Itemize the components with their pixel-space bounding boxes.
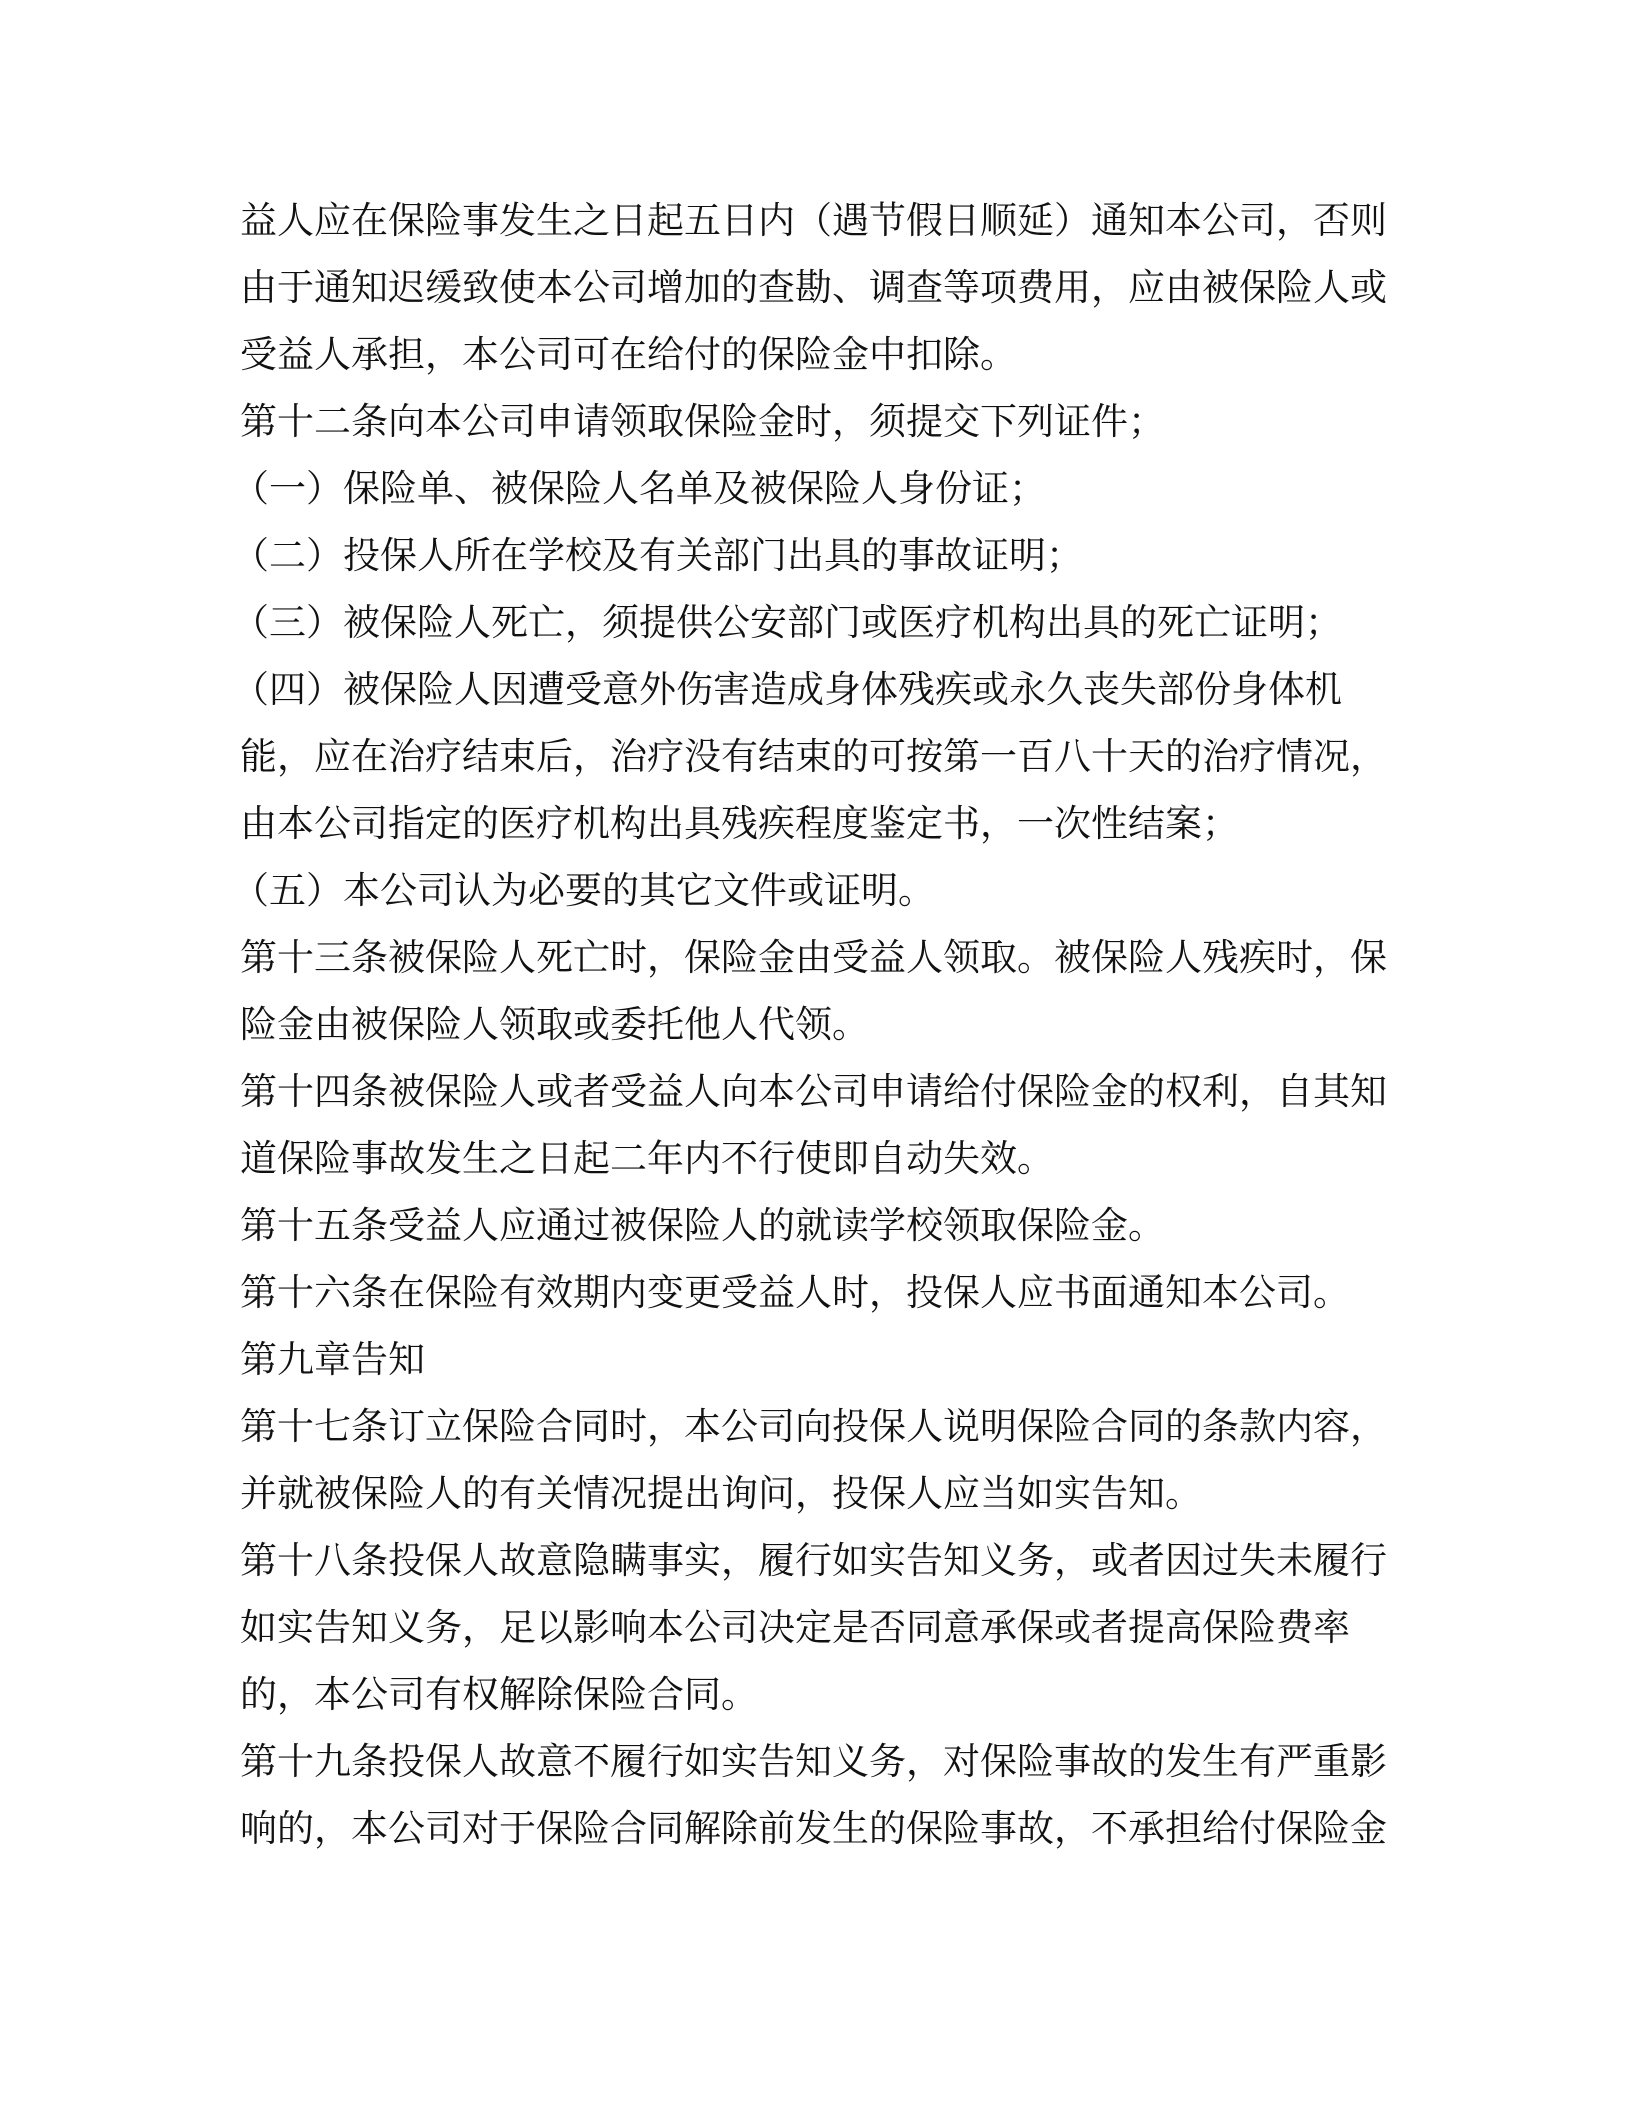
article-16: 第十六条在保险有效期内变更受益人时，投保人应书面通知本公司。 (240, 1271, 1350, 1314)
article-14: 第十四条被保险人或者受益人向本公司申请给付保险金的权利，自其知 (240, 1070, 1387, 1113)
article-13: 第十三条被保险人死亡时，保险金由受益人领取。被保险人残疾时，保 (240, 936, 1387, 979)
list-item-3: （三）被保险人死亡，须提供公安部门或医疗机构出具的死亡证明； (232, 601, 1342, 644)
text-line: 的，本公司有权解除保险合同。 (240, 1673, 758, 1716)
text-line: 如实告知义务，足以影响本公司决定是否同意承保或者提高保险费率 (240, 1606, 1350, 1649)
chapter-9-heading: 第九章告知 (240, 1338, 425, 1381)
article-12-heading: 第十二条向本公司申请领取保险金时，须提交下列证件； (240, 400, 1165, 443)
list-item-4: （四）被保险人因遭受意外伤害造成身体残疾或永久丧失部份身体机 (232, 668, 1342, 711)
text-line: 道保险事故发生之日起二年内不行使即自动失效。 (240, 1137, 1054, 1180)
document-body (232, 187, 1400, 1862)
text-line: 受益人承担，本公司可在给付的保险金中扣除。 (240, 333, 1017, 376)
article-19: 第十九条投保人故意不履行如实告知义务，对保险事故的发生有严重影 (240, 1740, 1387, 1783)
list-item-5: （五）本公司认为必要的其它文件或证明。 (232, 869, 935, 912)
article-17: 第十七条订立保险合同时，本公司向投保人说明保险合同的条款内容， (240, 1405, 1387, 1448)
article-15: 第十五条受益人应通过被保险人的就读学校领取保险金。 (240, 1204, 1165, 1247)
list-item-2: （二）投保人所在学校及有关部门出具的事故证明； (232, 534, 1083, 577)
text-line: 险金由被保险人领取或委托他人代领。 (240, 1003, 869, 1046)
text-line: 并就被保险人的有关情况提出询问，投保人应当如实告知。 (240, 1472, 1202, 1515)
list-item-1: （一）保险单、被保险人名单及被保险人身份证； (232, 467, 1046, 510)
text-line: 能，应在治疗结束后，治疗没有结束的可按第一百八十天的治疗情况， (240, 735, 1387, 778)
text-line: 由于通知迟缓致使本公司增加的查勘、调查等项费用，应由被保险人或 (240, 266, 1387, 309)
text-line: 益人应在保险事发生之日起五日内（遇节假日顺延）通知本公司，否则 (240, 199, 1387, 242)
text-line: 响的，本公司对于保险合同解除前发生的保险事故，不承担给付保险金 (240, 1807, 1387, 1850)
text-line: 由本公司指定的医疗机构出具残疾程度鉴定书，一次性结案； (240, 802, 1239, 845)
article-18: 第十八条投保人故意隐瞒事实，履行如实告知义务，或者因过失未履行 (240, 1539, 1387, 1582)
